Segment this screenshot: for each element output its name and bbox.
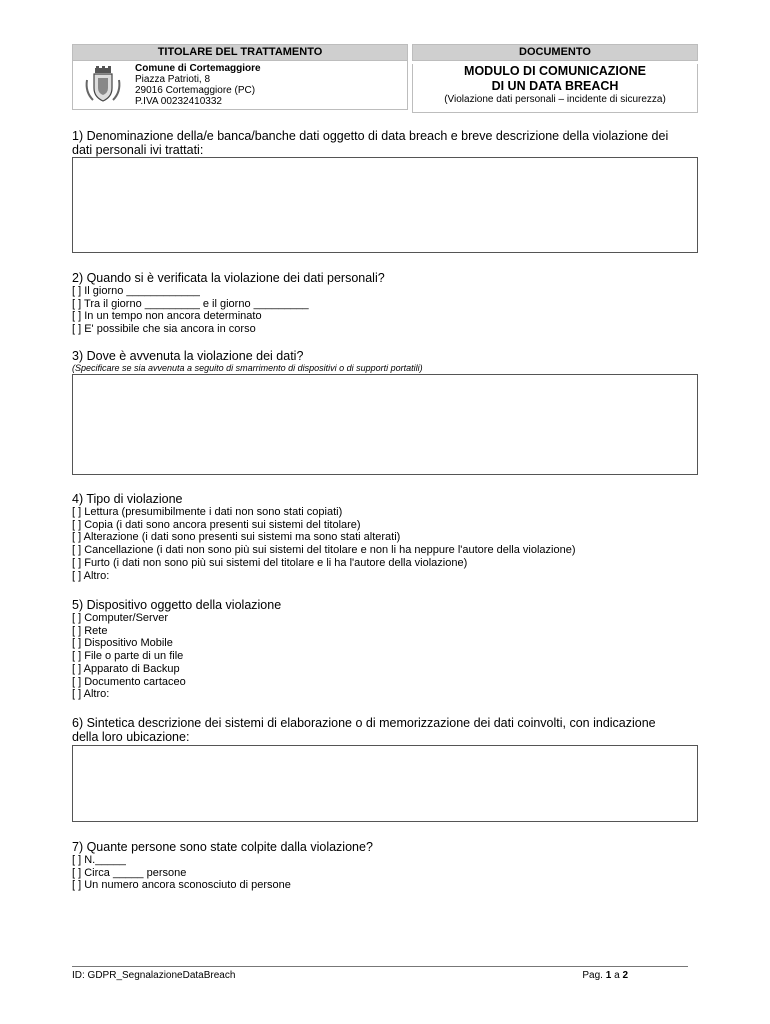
page-footer	[72, 970, 628, 981]
document-title-line-1: MODULO DI COMUNICAZIONE	[464, 64, 646, 78]
question-6	[72, 716, 698, 744]
question-7-option[interactable]: [ ] Un numero ancora sconosciuto di persone	[72, 879, 291, 892]
answer-box-3[interactable]	[72, 374, 698, 475]
question-4-option[interactable]: [ ] Altro:	[72, 569, 110, 582]
question-1	[72, 129, 698, 157]
question-2-option[interactable]: [ ] Tra il giorno _________ e il giorno _________	[72, 297, 309, 310]
controller-title: TITOLARE DEL TRATTAMENTO	[72, 44, 408, 61]
question-4	[72, 492, 698, 582]
question-2-option[interactable]: [ ] E' possibile che sia ancora in corso	[72, 323, 256, 336]
question-4-option[interactable]: [ ] Cancellazione (i dati non sono più sui sistemi del titolare e non li ha neppure l'autore della violazione)	[72, 544, 576, 557]
question-4-title: 4) Tipo di violazione	[72, 492, 183, 506]
question-6-line-1: 6) Sintetica descrizione dei sistemi di elaborazione o di memorizzazione dei dati coinvolti, con indicazione	[72, 716, 656, 730]
question-4-option[interactable]: [ ] Furto (i dati non sono più sui sistemi del titolare e li ha l'autore della violazione)	[72, 556, 468, 569]
controller-address	[135, 63, 261, 107]
question-5-option[interactable]: [ ] Apparato di Backup	[72, 662, 180, 675]
question-6-line-2: della loro ubicazione:	[72, 730, 190, 744]
controller-info	[72, 61, 408, 110]
question-7-option[interactable]: [ ] Circa _____ persone	[72, 866, 187, 879]
question-1-line-1: 1) Denominazione della/e banca/banche dati oggetto di data breach e breve descrizione della violazione dei	[72, 129, 669, 143]
question-5-option[interactable]: [ ] Documento cartaceo	[72, 675, 186, 688]
question-5-option[interactable]: [ ] Altro:	[72, 688, 110, 701]
question-2-title: 2) Quando si è verificata la violazione dei dati personali?	[72, 271, 385, 285]
question-5-option[interactable]: [ ] Computer/Server	[72, 612, 168, 624]
question-3-title: 3) Dove è avvenuta la violazione dei dati?	[72, 349, 304, 363]
document-title	[413, 64, 697, 94]
document-column	[412, 44, 698, 113]
address-line-1: Piazza Patrioti, 8	[135, 74, 211, 85]
answer-box-1[interactable]	[72, 157, 698, 253]
coat-of-arms-icon	[83, 66, 123, 104]
org-name: Comune di Cortemaggiore	[135, 63, 261, 74]
address-line-2: 29016 Cortemaggiore (PC)	[135, 85, 256, 96]
vat-number: P.IVA 00232410332	[135, 96, 222, 107]
question-5-title: 5) Dispositivo oggetto della violazione	[72, 598, 282, 612]
question-7-title: 7) Quante persone sono state colpite dalla violazione?	[72, 840, 373, 854]
question-2-option[interactable]: [ ] In un tempo non ancora determinato	[72, 310, 262, 323]
question-7-option[interactable]: [ ] N._____	[72, 854, 126, 866]
footer-divider	[72, 966, 688, 967]
question-2-option[interactable]: [ ] Il giorno ____________	[72, 285, 200, 297]
question-4-option[interactable]: [ ] Copia (i dati sono ancora presenti sui sistemi del titolare)	[72, 518, 361, 531]
question-2	[72, 271, 698, 336]
question-5	[72, 598, 698, 701]
question-5-option[interactable]: [ ] Dispositivo Mobile	[72, 637, 173, 650]
question-5-option[interactable]: [ ] Rete	[72, 624, 108, 637]
controller-column	[72, 44, 408, 110]
document-info	[412, 64, 698, 113]
question-3	[72, 349, 698, 374]
question-4-option[interactable]: [ ] Alterazione (i dati sono presenti sui sistemi ma sono stati alterati)	[72, 531, 401, 544]
answer-box-6[interactable]	[72, 745, 698, 822]
document-subtitle: (Violazione dati personali – incidente di sicurezza)	[444, 94, 666, 105]
question-7	[72, 840, 698, 892]
question-3-note: (Specificare se sia avvenuta a seguito di smarrimento di dispositivi o di supporti portatili)	[72, 363, 423, 373]
question-1-line-2: dati personali ivi trattati:	[72, 143, 204, 157]
document-title-line-2: DI UN DATA BREACH	[491, 79, 619, 93]
document-id: ID: GDPR_SegnalazioneDataBreach	[72, 970, 236, 981]
question-5-option[interactable]: [ ] File o parte di un file	[72, 650, 184, 663]
question-4-option[interactable]: [ ] Lettura (presumibilmente i dati non sono stati copiati)	[72, 506, 343, 518]
document-label: DOCUMENTO	[412, 44, 698, 61]
page-number: Pag. 1 a 2	[582, 970, 628, 981]
